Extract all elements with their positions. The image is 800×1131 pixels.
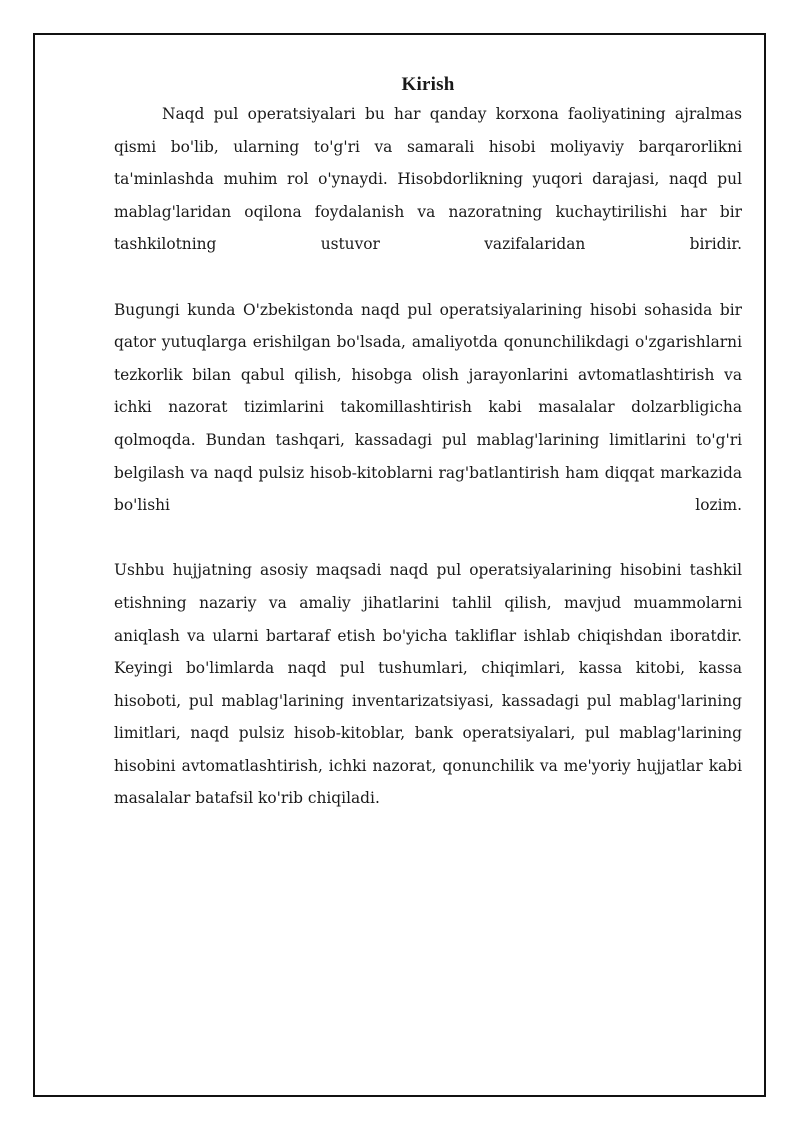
document-title: Kirish	[401, 74, 455, 95]
paragraph-gap	[114, 522, 742, 555]
paragraph-intro: Naqd pul operatsiyalari bu har qanday korxona faoliyatining ajralmas qismi bo'lib, ularning to'g'ri va samarali hisobi moliyaviy barqarorlikni ta'minlashda muhim rol o'ynaydi. Hisobdorlikning yuqori darajasi, naqd pul mablag'laridan oqilona foydalanish va nazoratning kuchaytirilishi har bir tashkilotning ustuvor vazifalaridan biridir.	[114, 105, 742, 254]
paragraph-purpose: Ushbu hujjatning asosiy maqsadi naqd pul operatsiyalarining hisobini tashkil etishning nazariy va amaliy jihatlarini tahlil qilish, mavjud muammolarni aniqlash va ularni bartaraf etish bo'yicha takliflar ishlab chiqishdan iboratdir. Keyingi bo'limlarda naqd pul tushumlari, chiqimlari, kassa kitobi, kassa hisoboti, pul mablag'larining inventarizatsiyasi, kassadagi pul mablag'larining limitlari, naqd pulsiz hisob-kitoblar, bank operatsiyalari, pul mablag'larining hisobini avtomatlashtirish, ichki nazorat, qonunchilik va me'yoriy hujjatlar kabi masalalar batafsil ko'rib chiqiladi.	[114, 561, 742, 808]
document-body	[114, 74, 742, 815]
paragraph-current-state: Bugungi kunda O'zbekistonda naqd pul operatsiyalarining hisobi sohasida bir qator yutuqlarga erishilgan bo'lsada, amaliyotda qonunchilikdagi o'zgarishlarni tezkorlik bilan qabul qilish, hisobga olish jarayonlarini avtomatlashtirish va ichki nazorat tizimlarini takomillashtirish kabi masalalar dolzarbligicha qolmoqda. Bundan tashqari, kassadagi pul mablag'larining limitlarini to'g'ri belgilash va naqd pulsiz hisob-kitoblarni rag'batlantirish ham diqqat markazida bo'lishi lozim.	[114, 300, 742, 515]
paragraph-gap	[114, 261, 742, 294]
